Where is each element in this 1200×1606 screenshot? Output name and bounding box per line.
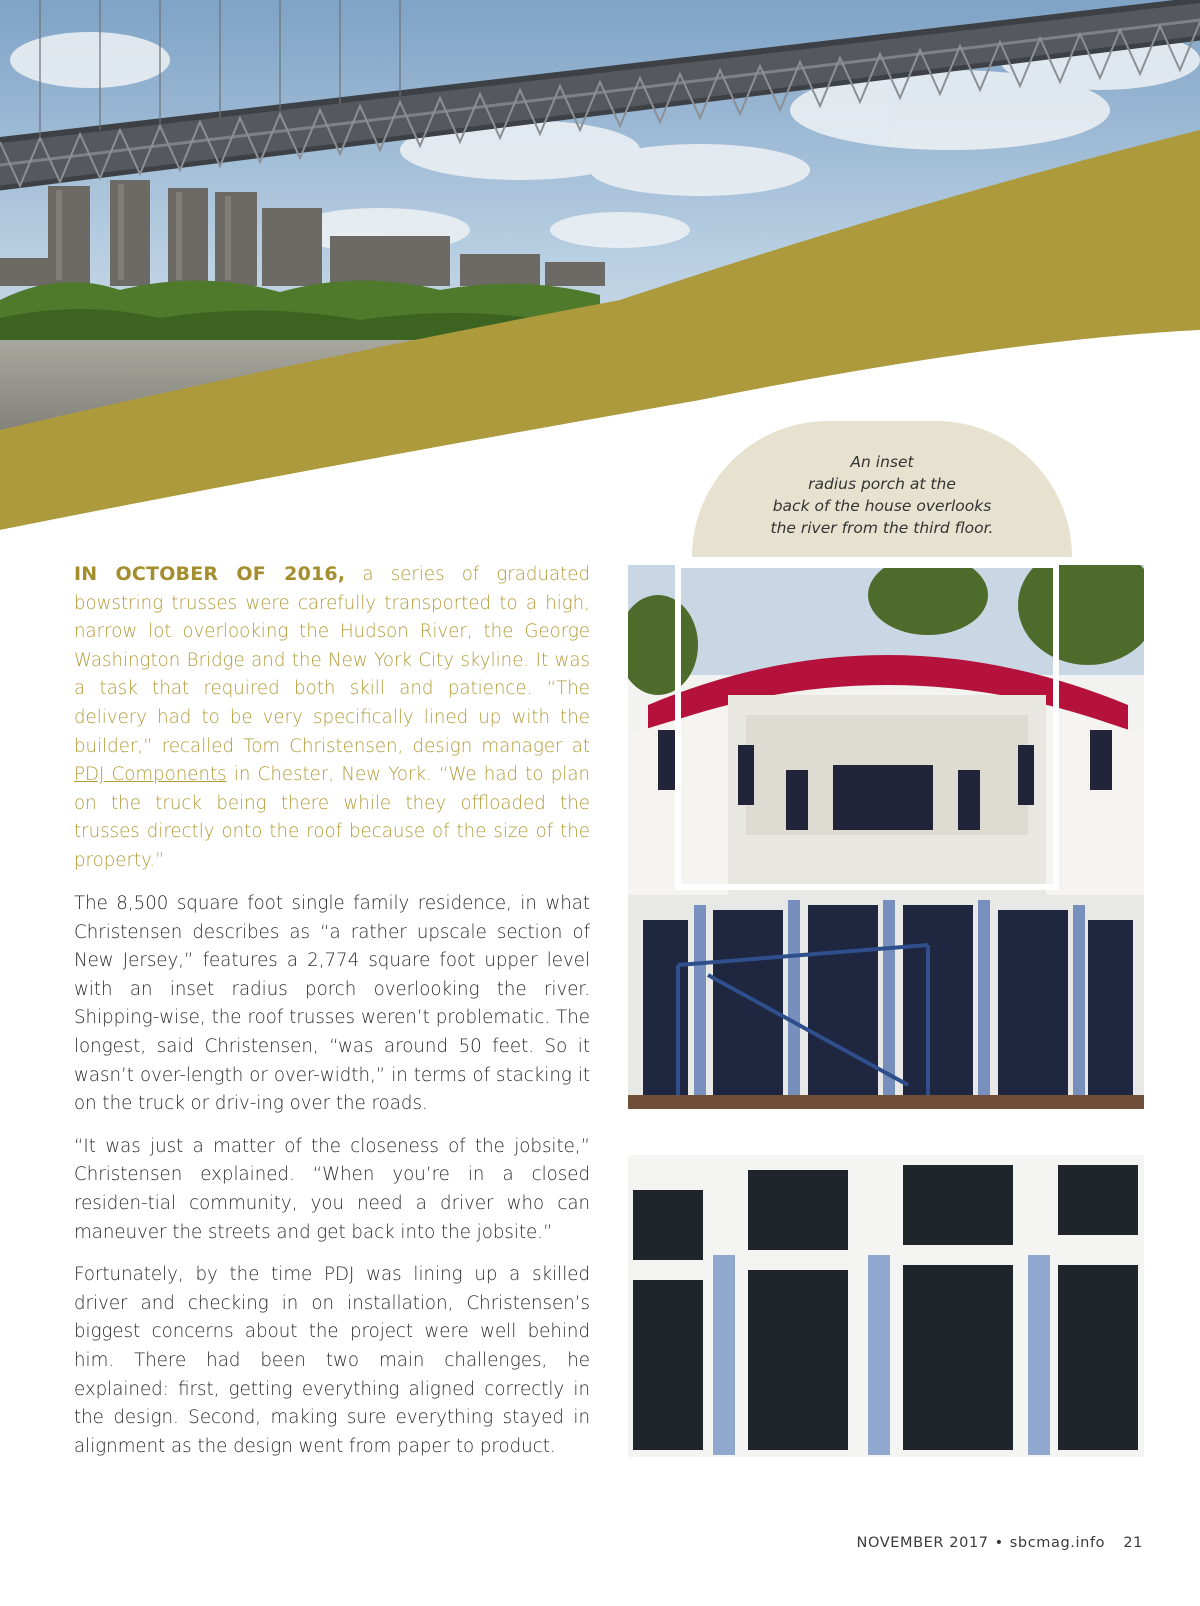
article-body [74, 890, 590, 1475]
site-name: sbcmag.info [1009, 1535, 1106, 1551]
issue-date: NOVEMBER 2017 [856, 1535, 989, 1551]
caption-line: the river from the third floor. [770, 519, 994, 537]
page-number: 21 [1123, 1535, 1143, 1551]
lede-text-start: a series of graduated bowstring trusses were carefully transported to a high, narrow lot overlooking the Hudson River, the George Washington Bridge and the New York City skyline. It was a task that required both skill and patience. “The delivery had to be very specifically lined up with the builder,” recalled Tom Christensen, design manager at [74, 564, 590, 757]
lede-dropin: IN OCTOBER OF 2016, [74, 563, 346, 585]
caption-line: An inset [850, 453, 914, 471]
footer-bullet: • [994, 1535, 1004, 1551]
page-footer [854, 1535, 1146, 1551]
caption-line: back of the house overlooks [772, 497, 992, 515]
caption-line: radius porch at the [808, 475, 956, 493]
lede-text-end: in Chester, New York. “We had to plan on the truck being there while they offloaded the trusses directly onto the roof because of the size of the property.” [74, 764, 590, 871]
pdj-components-link[interactable]: PDJ Components [74, 764, 227, 786]
lede-paragraph [74, 560, 590, 876]
body-paragraph: The 8,500 square foot single family residence, in what Christensen describes as “a rather upscale section of New Jersey,” features a 2,774 square foot upper level with an inset radius porch overlooking the river. Shipping-wise, the roof trusses weren’t problematic. The longest, said Christensen, “was around 50 feet. So it wasn’t over-length or over-width,” in terms of stacking it on the truck or driv-ing over the roads. [74, 893, 590, 1115]
body-paragraph: Fortunately, by the time PDJ was lining up a skilled driver and checking in on installation, Christensen’s biggest concerns about the project were well behind him. There had been two main challenges, he explained: first, getting everything aligned correctly in the design. Second, making sure everything stayed in alignment as the design went from paper to product. [74, 1264, 590, 1457]
body-paragraph: “It was just a matter of the closeness of the jobsite,” Christensen explained. “When you’re in a closed residen-tial community, you need a driver who can maneuver the streets and get back into the jobsite.” [74, 1135, 590, 1243]
house-photo [628, 565, 1144, 1457]
